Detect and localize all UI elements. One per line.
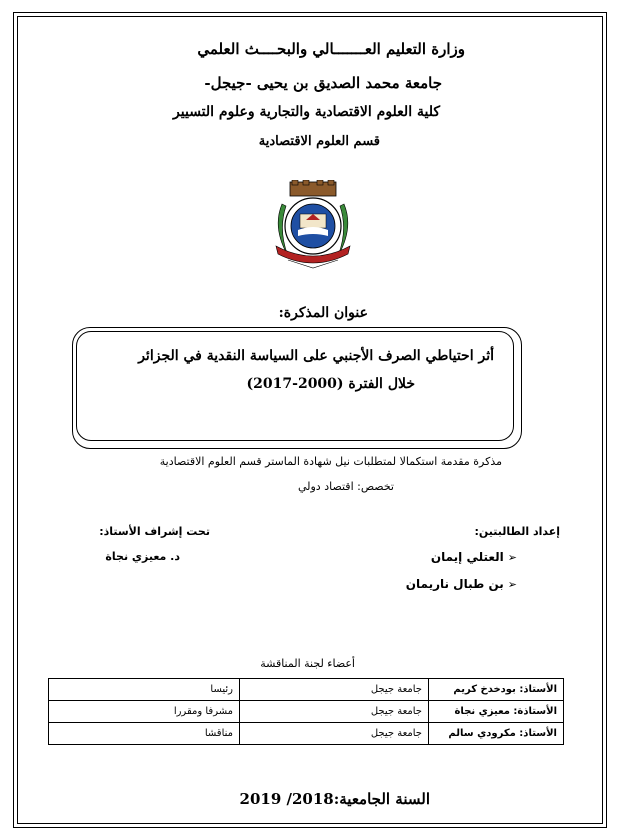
committee-member-university: جامعة جيجل [240,679,429,701]
thesis-title-line2: خلال الفترة (2000-2017) [246,376,415,392]
thesis-title-label: عنوان المذكرة: [278,305,368,321]
supervisor-label: تحت إشراف الأستاذ: [99,525,210,538]
committee-member-role: مناقشا [49,723,240,745]
students-label: إعداد الطالبتين: [474,525,560,538]
committee-member-name: الأستاذ: مكرودي سالم [429,723,564,745]
academic-year: السنة الجامعية:2018/ 2019 [239,790,430,808]
table-row [49,679,564,701]
committee-member-role: رئيسا [49,679,240,701]
student-name: ➢بن طبال ناريمان [405,577,517,591]
committee-member-university: جامعة جيجل [240,723,429,745]
committee-label: أعضاء لجنة المناقشة [260,657,355,670]
table-row [49,701,564,723]
committee-table [48,678,564,745]
ministry-name: وزارة التعليم العـــــــالي والبحــــث العلمي [197,40,465,58]
specialization: تخصص: اقتصاد دولي [297,480,394,493]
university-name: جامعة محمد الصديق بن يحيى -جيجل- [204,74,442,92]
committee-member-role: مشرفا ومقررا [49,701,240,723]
thesis-title-line1: أثر احتياطي الصرف الأجنبي على السياسة النقدية في الجزائر [138,348,494,364]
university-emblem-icon [268,180,358,270]
table-row [49,723,564,745]
faculty-name: كلية العلوم الاقتصادية والتجارية وعلوم التسيير [173,104,440,120]
committee-member-name: الأستاذة: معيزي نجاة [429,701,564,723]
thesis-purpose: مذكرة مقدمة استكمالا لمتطلبات نيل شهادة الماستر قسم العلوم الاقتصادية [159,455,502,468]
committee-member-university: جامعة جيجل [240,701,429,723]
student-name: ➢العتلي إيمان [430,550,517,564]
department-name: قسم العلوم الاقتصادية [258,134,380,149]
check-arrow-icon: ➢ [507,578,517,591]
check-arrow-icon: ➢ [507,551,517,564]
committee-member-name: الأستاذ: بودخدخ كريم [429,679,564,701]
supervisor-name: د. معيزي نجاة [105,550,180,563]
